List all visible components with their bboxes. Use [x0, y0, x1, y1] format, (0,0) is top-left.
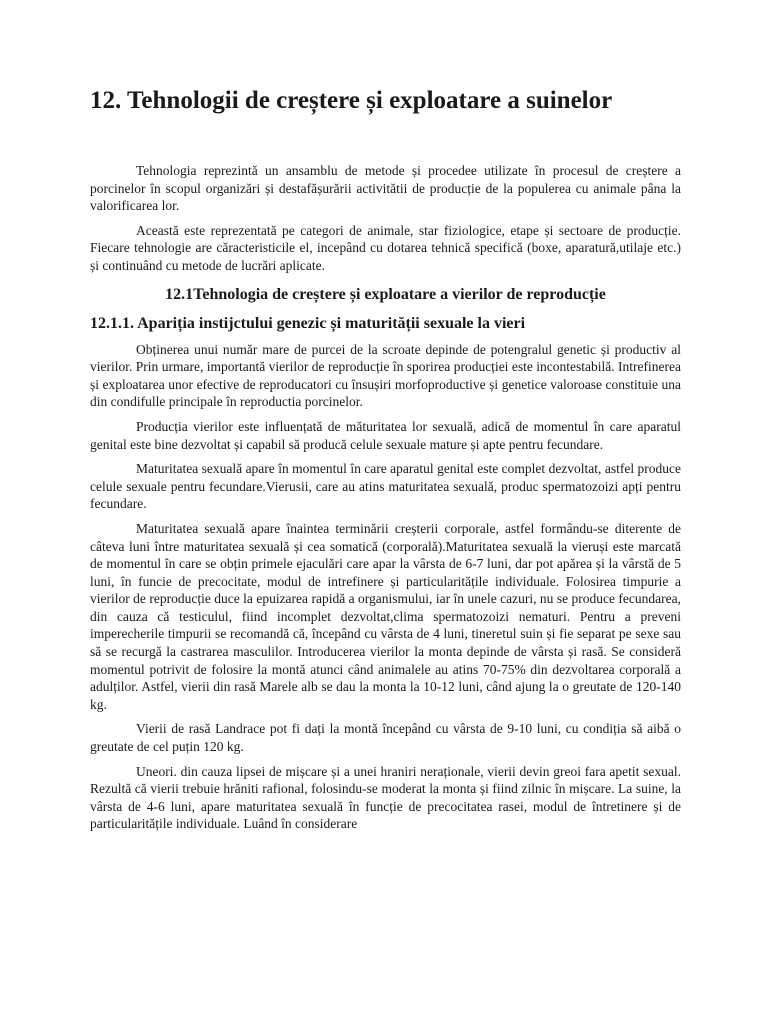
body-paragraph-4: Maturitatea sexuală apare înaintea terminării creșterii corporale, astfel formându-se diterente de câteva luni între maturitatea sexuală și cea somatică (corporală).Maturitatea sexuală la vieruși este marcată de momentul în care se obțin primele ejaculări care apar la vârsta de 6-7 luni, dar pot apărea și la vârstă de 5 luni, în funcie de precocitate, modul de intrefinere și particularitățile individuale. Folosirea timpurie a vierilor de reproducție duce la epuizarea rapidă a organismului, iar în unele cazuri, nu se produce fecundarea, din cauza că testiculul, fiind incomplet dezvoltat,clima spermatozoizi nematuri. Pentru a preveni imperecherile timpurii se recomandă că, începând cu vârsta de 4 luni, tineretul suin și fie separat pe sexe sau să se recurgă la castrarea masculilor. Introducerea vierilor la monta depinde de vârsta și rasă. Se consideră momentul potrivit de folosire la montă atunci când animalele au atins 70-75% din dezvoltarea corporală a adulților. Astfel, vierii din rasă Marele alb se dau la monta la 10-12 luni, când ajung la o greutate de 120-140 kg.	[90, 520, 681, 712]
document-body	[90, 162, 681, 833]
section-heading: 12.1Tehnologia de creștere și exploatare a vierilor de reproducție	[165, 285, 606, 303]
body-paragraph-6: Uneori. din cauza lipsei de mișcare și a unei hraniri neraționale, vierii devin greoi fara apetit sexual. Rezultă că vierii trebuie hrăniti rafional, folosindu-se moderat la monta și fiind zilnic în mișcare. La suine, la vârsta de 4-6 luni, apare maturitatea sexuală în funcție de precocitatea rasei, modul de întretinere și de particularitățile individuale. Luând în considerare	[90, 763, 681, 832]
body-paragraph-3: Maturitatea sexuală apare în momentul în care aparatul genital este complet dezvoltat, astfel produce celule sexuale pentru fecundare.Vierusii, care au atins maturitatea sexuală, produc spermatozoizi apți pentru fecundare.	[90, 461, 681, 512]
body-paragraph-5: Vierii de rasă Landrace pot fi dați la montă începând cu vârsta de 9-10 luni, cu condiția să aibă o greutate de cel puțin 120 kg.	[90, 721, 681, 755]
intro-paragraph-1: Tehnologia reprezintă un ansamblu de metode și procedee utilizate în procesul de creștere a porcinelor în scopul organizări și destafășurării activitătii de producție de la populerea cu animale pâna la valorificarea lor.	[90, 163, 681, 214]
body-paragraph-1: Obținerea unui număr mare de purcei de la scroate depinde de potengralul genetic și productiv al vierilor. Prin urmare, importantă vierilor de reproducție în sporirea producției este incontestabilă. Intrefinerea și exploatarea unor efective de reproducatori cu însușiri morfoproductive și genetice valoroase constituie una din condifulle principale în reproductia porcinelor.	[90, 341, 681, 410]
intro-paragraph-2: Această este reprezentată pe categori de animale, star fiziologice, etape și sectoare de producție. Fiecare tehnologie are căracteristicile el, incepând cu dotarea tehnică specifică (boxe, aparatură,utilaje etc.) și continuând cu metode de lucrări aplicate.	[90, 222, 681, 273]
subsection-heading: 12.1.1. Apariția instijctului genezic și maturității sexuale la vieri	[90, 314, 526, 332]
chapter-title: 12. Tehnologii de creștere și exploatare a suinelor	[90, 87, 613, 114]
body-paragraph-2: Producția vierilor este influențată de măturitatea lor sexuală, adică de momentul în care aparatul genital este bine dezvoltat și capabil să producă celule sexuale mature și apte pentru fecundare.	[90, 418, 681, 452]
